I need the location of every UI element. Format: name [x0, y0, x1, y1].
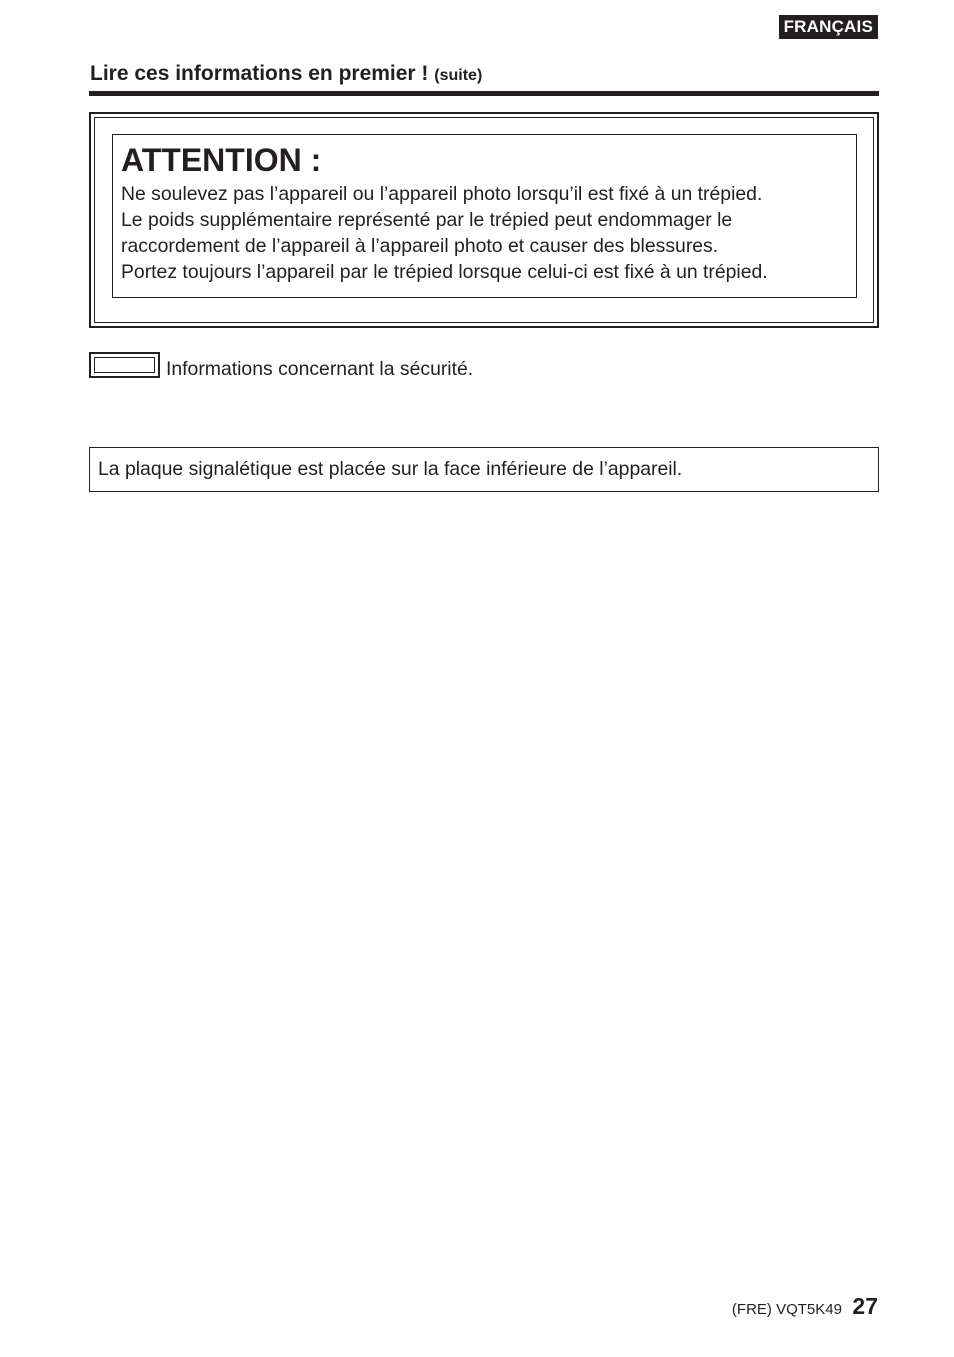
- heading-divider: [89, 91, 879, 96]
- page-title: [90, 60, 878, 90]
- attention-title: ATTENTION :: [121, 142, 322, 178]
- page-number: 27: [852, 1293, 878, 1319]
- attention-box: [112, 134, 857, 298]
- double-border-box-icon: [89, 352, 160, 378]
- rating-plate-note: [89, 447, 879, 492]
- attention-line: Ne soulevez pas l’appareil ou l’appareil photo lorsqu’il est fixé à un trépied.: [121, 183, 763, 205]
- attention-line: Le poids supplémentaire représenté par le trépied peut endommager le: [121, 209, 733, 231]
- page-title-text: Lire ces informations en premier !: [90, 62, 429, 85]
- attention-line: Portez toujours l’appareil par le trépied lorsque celui-ci est fixé à un trépied.: [121, 261, 768, 283]
- rating-plate-text: La plaque signalétique est placée sur la face inférieure de l’appareil.: [98, 458, 683, 480]
- safety-legend-text: Informations concernant la sécurité.: [166, 358, 474, 380]
- page-footer: [732, 1293, 878, 1320]
- attention-line: raccordement de l’appareil à l’appareil photo et causer des blessures.: [121, 235, 719, 257]
- attention-body: [121, 181, 851, 285]
- attention-frame: [89, 112, 879, 328]
- page-title-suffix: (suite): [434, 67, 483, 84]
- language-badge: FRANÇAIS: [779, 15, 878, 39]
- document-code: (FRE) VQT5K49: [731, 1301, 842, 1318]
